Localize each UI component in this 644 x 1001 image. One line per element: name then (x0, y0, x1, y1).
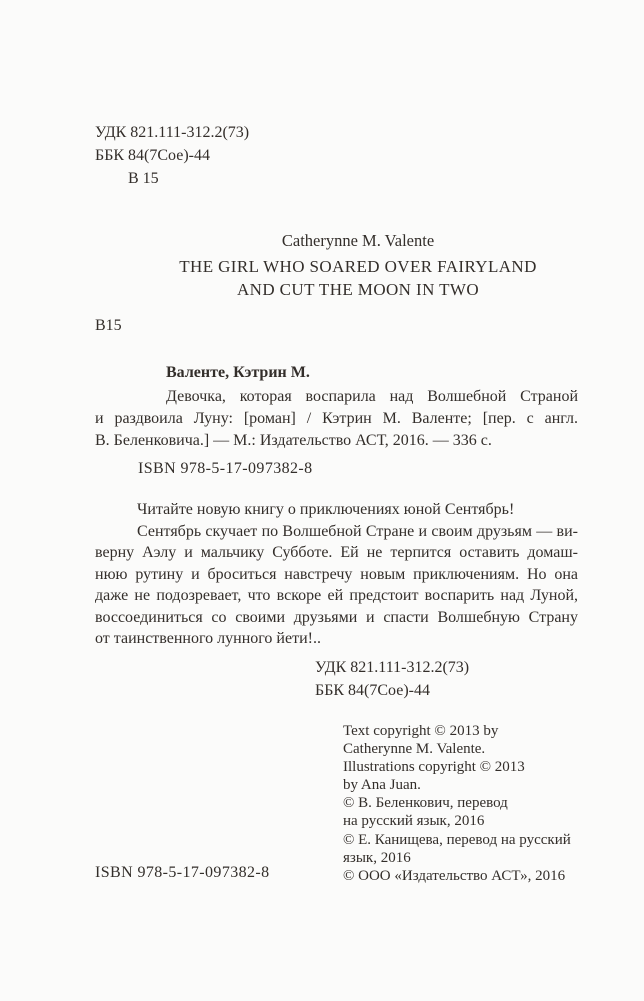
udk-code: УДК 821.111-312.2(73) (95, 124, 250, 141)
isbn-number: ISBN 978-5-17-097382-8 (95, 864, 270, 881)
author-name-latin: Catherynne M. Valente (281, 231, 435, 250)
original-title-line1: THE GIRL WHO SOARED OVER FAIRYLAND (179, 257, 537, 276)
copyright-line: Catherynne M. Valente. (343, 741, 486, 758)
udk-code: УДК 821.111-312.2(73) (315, 659, 470, 676)
original-title (138, 256, 578, 301)
copyright-line: © Е. Канищева, перевод на русский (343, 831, 571, 848)
record-line: В. Беленковича.] — М.: Издательство АСТ, 2016. — 336 с. (95, 432, 492, 449)
annotation-line: воссоединиться со своими друзьями и спасти Волшебную Страну (95, 608, 578, 626)
annotation-line: от таинственного лунного йети!.. (95, 630, 321, 647)
original-title-line2: AND CUT THE MOON IN TWO (237, 279, 479, 299)
mid-classification-codes (315, 657, 469, 702)
annotation-line: даже не подозревает, что вскоре ей предстоит воспарить над Луной, (95, 587, 578, 604)
copyright-block (343, 722, 571, 885)
isbn-number: ISBN 978-5-17-097382-8 (138, 460, 313, 477)
record-author-heading: Валенте, Кэтрин М. (166, 364, 310, 381)
annotation (95, 499, 578, 650)
top-classification-codes (95, 121, 249, 190)
annotation-line: нюю рутину и броситься навстречу новым приключениям. Но она (95, 565, 578, 583)
bbk-code: ББК 84(7Сое)-44 (315, 681, 430, 699)
annotation-line: Читайте новую книгу о приключениях юной Сентябрь! (137, 501, 515, 518)
annotation-line: Сентябрь скучает по Волшебной Стране и своим друзьям — ви- (137, 522, 578, 540)
record-line: Девочка, которая воспарила над Волшебной Страной (166, 388, 578, 405)
bibliographic-record (95, 386, 578, 452)
copyright-line: © В. Беленкович, перевод (343, 795, 508, 812)
record-line: и раздвоила Луну: [роман] / Кэтрин М. Валенте; [пер. с англ. (95, 410, 578, 427)
copyright-line: Text copyright © 2013 by (343, 723, 499, 739)
copyright-line: Illustrations copyright © 2013 (343, 759, 525, 776)
catalog-code: В15 (95, 317, 122, 334)
copyright-line: на русский язык, 2016 (343, 813, 485, 830)
copyright-line: by Ana Juan. (343, 777, 421, 794)
author-sign-code: В 15 (128, 170, 159, 187)
copyright-line: язык, 2016 (343, 849, 411, 866)
copyright-line: © ООО «Издательство АСТ», 2016 (343, 867, 566, 884)
bbk-code: ББК 84(7Сое)-44 (95, 147, 210, 164)
annotation-line: верну Аэлу и мальчику Субботе. Ей не терпится оставить домаш- (95, 544, 578, 561)
